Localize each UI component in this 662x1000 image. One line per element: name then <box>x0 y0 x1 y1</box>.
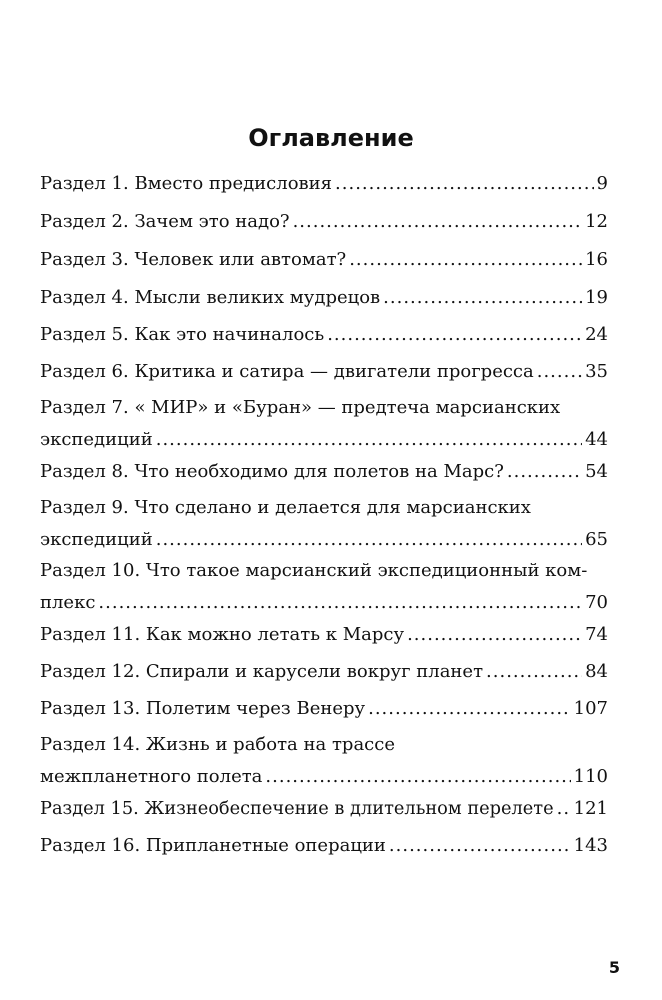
dot-leader <box>383 282 582 314</box>
toc-entry-title: Раздел 1. Вместо предисловия <box>40 173 333 194</box>
toc-line <box>40 761 608 793</box>
toc-entry-7 <box>40 392 608 456</box>
toc-entry-6 <box>40 356 608 388</box>
toc-entry-title: Раздел 4. Мысли великих мудрецов <box>40 287 381 308</box>
toc-entry-3 <box>40 244 608 276</box>
dot-leader <box>537 356 582 388</box>
dot-leader <box>486 656 582 688</box>
dot-leader <box>368 693 571 725</box>
toc-line <box>40 524 608 556</box>
toc-entry-15 <box>40 793 608 825</box>
toc-line <box>40 830 608 862</box>
toc-entry-title-continued: межпланетного полета <box>40 766 263 787</box>
toc-line <box>40 392 608 424</box>
toc-entry-title: Раздел 7. « МИР» и «Буран» — предтеча марсианских <box>40 397 561 418</box>
toc-entry-title: Раздел 11. Как можно летать к Марсу <box>40 624 405 645</box>
toc-entry-11 <box>40 619 608 651</box>
toc-entry-title: Раздел 8. Что необходимо для полетов на Марс? <box>40 461 504 482</box>
toc-page-number: 54 <box>585 461 608 482</box>
toc-entry-title-continued: экспедиций <box>40 529 153 550</box>
dot-leader <box>507 456 582 488</box>
toc-page-number: 12 <box>585 211 608 232</box>
toc-entry-title-continued: плекс <box>40 592 96 613</box>
toc-entry-13 <box>40 693 608 725</box>
toc-entry-9 <box>40 492 608 556</box>
toc-line <box>40 206 608 238</box>
dot-leader <box>557 793 571 825</box>
dot-leader <box>335 168 594 200</box>
toc-page-number: 121 <box>573 798 608 819</box>
toc-entry-title: Раздел 16. Припланетные операции <box>40 835 386 856</box>
toc-entry-16 <box>40 830 608 862</box>
toc-entry-title: Раздел 3. Человек или автомат? <box>40 249 347 270</box>
toc-line <box>40 456 608 488</box>
toc-page-number: 74 <box>585 624 608 645</box>
toc-entry-title-continued: экспедиций <box>40 429 153 450</box>
toc-line <box>40 555 608 587</box>
dot-leader <box>389 830 571 862</box>
dot-leader <box>407 619 582 651</box>
toc-line <box>40 244 608 276</box>
toc-line <box>40 693 608 725</box>
toc-page-number: 110 <box>573 766 608 787</box>
toc-line <box>40 168 608 200</box>
toc-page-number: 19 <box>585 287 608 308</box>
toc-entry-title: Раздел 2. Зачем это надо? <box>40 211 290 232</box>
toc-line <box>40 424 608 456</box>
toc-line <box>40 319 608 351</box>
page-number-folio: 5 <box>608 958 620 977</box>
toc-entry-8 <box>40 456 608 488</box>
toc-entry-title: Раздел 14. Жизнь и работа на трассе <box>40 734 395 755</box>
toc-page-number: 16 <box>585 249 608 270</box>
dot-leader <box>265 761 570 793</box>
dot-leader <box>156 524 582 556</box>
toc-line <box>40 656 608 688</box>
toc-entry-title: Раздел 10. Что такое марсианский экспедиционный ком- <box>40 560 588 581</box>
toc-line <box>40 282 608 314</box>
toc-page-number: 9 <box>596 173 608 194</box>
toc-page-number: 65 <box>585 529 608 550</box>
toc-page-number: 44 <box>585 429 608 450</box>
dot-leader <box>349 244 582 276</box>
toc-page-number: 35 <box>585 361 608 382</box>
toc-entry-title: Раздел 5. Как это начиналось <box>40 324 325 345</box>
toc-entry-title: Раздел 12. Спирали и карусели вокруг планет <box>40 661 484 682</box>
toc-entry-title: Раздел 6. Критика и сатира — двигатели прогресса <box>40 361 534 382</box>
toc-line <box>40 619 608 651</box>
toc-line <box>40 356 608 388</box>
toc-line <box>40 793 608 825</box>
toc-page-number: 143 <box>573 835 608 856</box>
toc-entry-12 <box>40 656 608 688</box>
toc-page-number: 84 <box>585 661 608 682</box>
toc-entry-title: Раздел 9. Что сделано и делается для марсианских <box>40 497 531 518</box>
dot-leader <box>156 424 582 456</box>
dot-leader <box>98 587 582 619</box>
toc-entry-1 <box>40 168 608 200</box>
toc-entry-4 <box>40 282 608 314</box>
toc-entry-10 <box>40 555 608 619</box>
toc-line <box>40 492 608 524</box>
toc-page-number: 70 <box>585 592 608 613</box>
dot-leader <box>293 206 583 238</box>
toc-entry-title: Раздел 15. Жизнеобеспечение в длительном перелете <box>40 799 554 819</box>
toc-title: Оглавление <box>248 124 414 152</box>
toc-line <box>40 729 608 761</box>
toc-entry-14 <box>40 729 608 793</box>
toc-entry-title: Раздел 13. Полетим через Венеру <box>40 698 366 719</box>
toc-entry-5 <box>40 319 608 351</box>
toc-entry-2 <box>40 206 608 238</box>
toc-page-number: 24 <box>585 324 608 345</box>
dot-leader <box>327 319 582 351</box>
toc-line <box>40 587 608 619</box>
toc-page-number: 107 <box>573 698 608 719</box>
